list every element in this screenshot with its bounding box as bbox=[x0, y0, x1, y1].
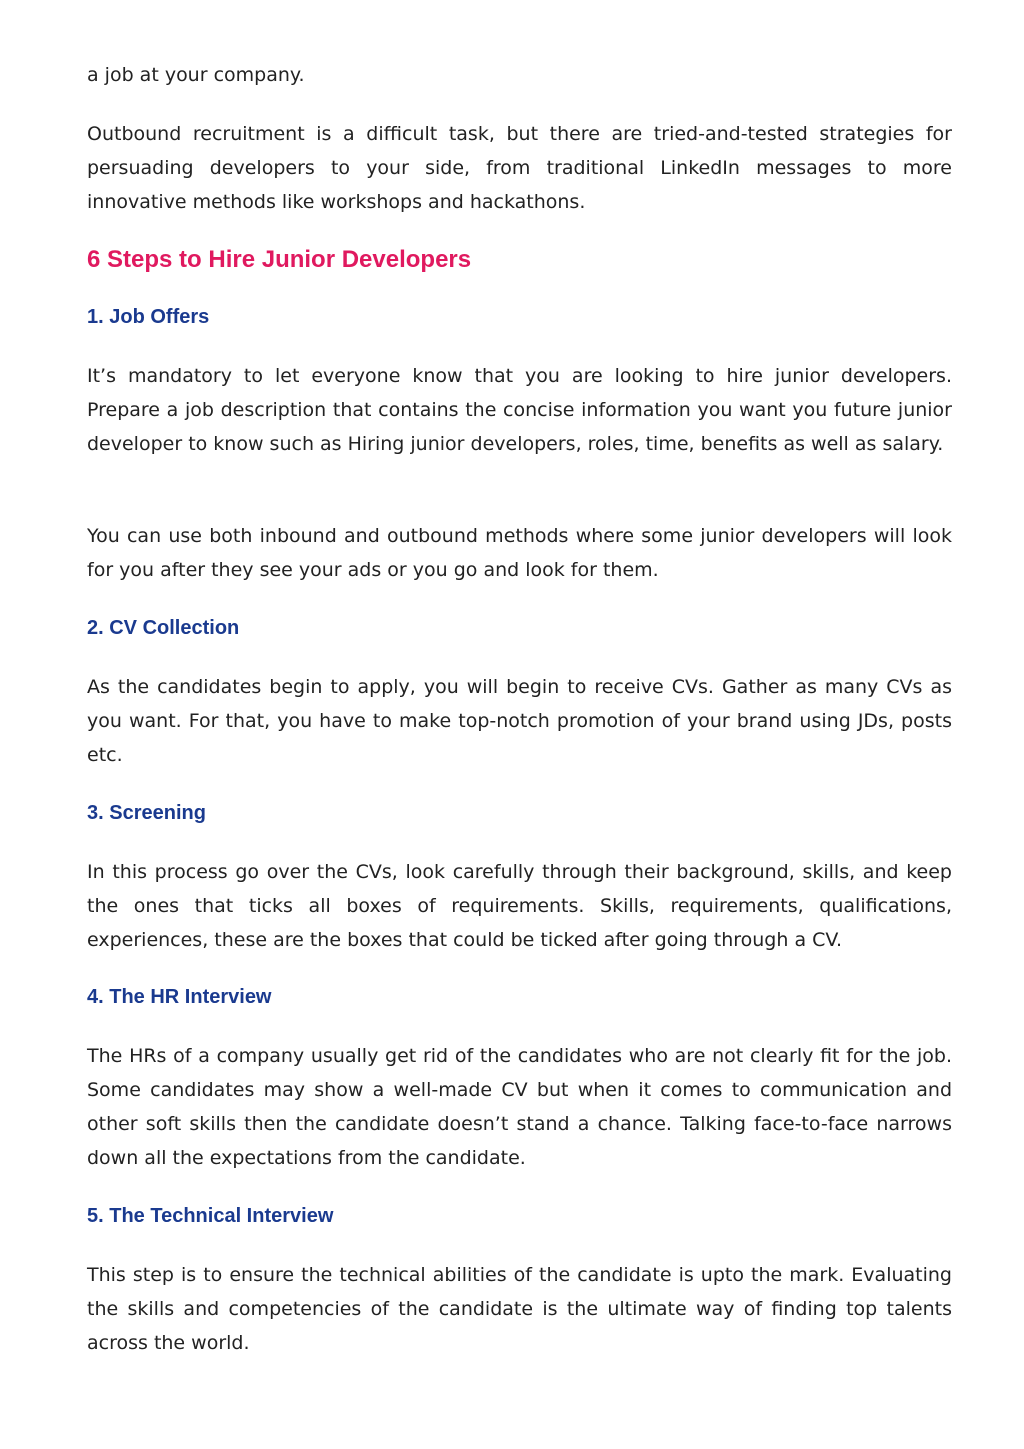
step-heading-job-offers: 1. Job Offers bbox=[87, 306, 210, 328]
section-title: 6 Steps to Hire Junior Developers bbox=[87, 246, 472, 273]
step-3-paragraph-1-block bbox=[87, 855, 952, 957]
step-1-heading-block bbox=[87, 303, 952, 331]
step-1-paragraph-1-block bbox=[87, 359, 952, 461]
intro-fragment: a job at your company. bbox=[87, 64, 305, 86]
step-paragraph: It’s mandatory to let everyone know that you are looking to hire junior developers. Prepare a job description that contains the concise information you want you future junior developer to know such as Hiring junior developers, roles, time, benefits as well as salary. bbox=[87, 365, 952, 455]
step-4-paragraph-1-block bbox=[87, 1039, 952, 1175]
step-heading-technical-interview: 5. The Technical Interview bbox=[87, 1205, 334, 1227]
step-3-heading-block bbox=[87, 799, 952, 827]
step-heading-screening: 3. Screening bbox=[87, 802, 206, 824]
step-heading-cv-collection: 2. CV Collection bbox=[87, 617, 240, 639]
step-paragraph: In this process go over the CVs, look carefully through their background, skills, and keep the ones that ticks all boxes of requirements. Skills, requirements, qualifications, experiences, these are the boxes that could be ticked after going through a CV. bbox=[87, 861, 952, 951]
step-paragraph: This step is to ensure the technical abilities of the candidate is upto the mark. Evaluating the skills and competencies of the candidate is the ultimate way of finding top talents across the world. bbox=[87, 1264, 952, 1354]
step-5-heading-block bbox=[87, 1202, 952, 1230]
intro-outbound-paragraph: Outbound recruitment is a difficult task, but there are tried-and-tested strategies for persuading developers to your side, from traditional LinkedIn messages to more innovative methods like workshops and hackathons. bbox=[87, 123, 952, 213]
step-paragraph: As the candidates begin to apply, you will begin to receive CVs. Gather as many CVs as you want. For that, you have to make top-notch promotion of your brand using JDs, posts etc. bbox=[87, 676, 952, 766]
step-4-heading-block bbox=[87, 983, 952, 1011]
intro-fragment-block bbox=[87, 58, 952, 92]
section-title-block bbox=[87, 245, 952, 275]
step-paragraph: The HRs of a company usually get rid of the candidates who are not clearly fit for the job. Some candidates may show a well-made CV but when it comes to communication and other soft skills then the candidate doesn’t stand a chance. Talking face-to-face narrows down all the expectations from the candidate. bbox=[87, 1045, 952, 1169]
intro-outbound-block bbox=[87, 117, 952, 219]
step-2-paragraph-1-block bbox=[87, 670, 952, 772]
step-paragraph: You can use both inbound and outbound methods where some junior developers will look for you after they see your ads or you go and look for them. bbox=[87, 525, 952, 581]
step-1-paragraph-2-block bbox=[87, 519, 952, 587]
step-heading-hr-interview: 4. The HR Interview bbox=[87, 986, 272, 1008]
step-2-heading-block bbox=[87, 614, 952, 642]
step-5-paragraph-1-block bbox=[87, 1258, 952, 1360]
